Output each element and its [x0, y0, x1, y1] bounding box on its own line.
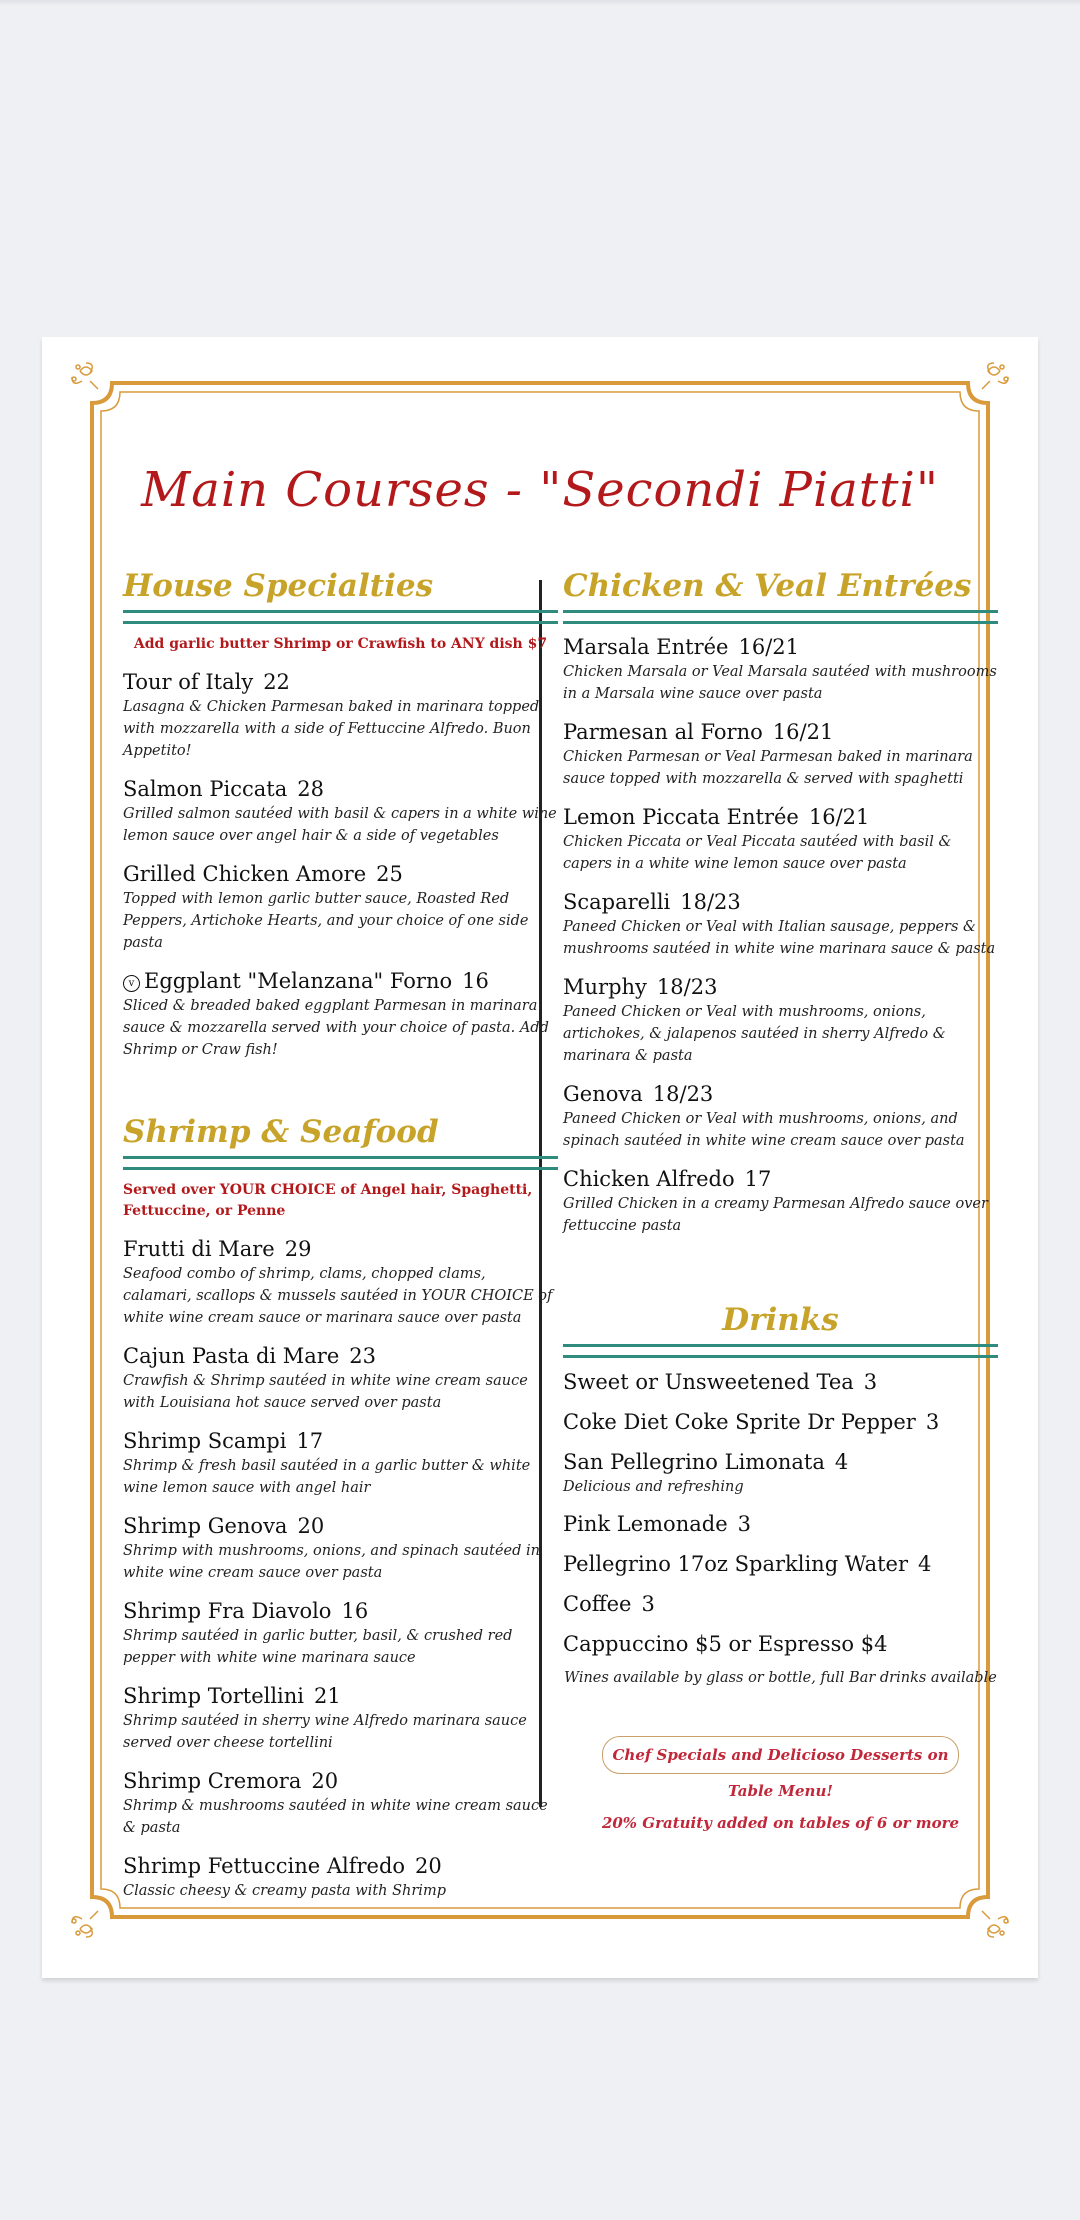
item-price: 18/23	[680, 890, 741, 914]
item-price: 28	[297, 777, 324, 801]
item-price: 3	[641, 1592, 655, 1616]
section-note: Served over YOUR CHOICE of Angel hair, Spaghetti, Fettuccine, or Penne	[123, 1182, 533, 1219]
section-heading: House Specialties	[123, 568, 434, 604]
flourish-corner-icon	[982, 363, 1008, 389]
item-description: Topped with lemon garlic butter sauce, Roasted Red Peppers, Artichoke Hearts, and your choice of one side pasta	[123, 891, 529, 951]
section-heading: Shrimp & Seafood	[123, 1114, 439, 1150]
item-description: Classic cheesy & creamy pasta with Shrimp	[123, 1883, 446, 1899]
item-name: Tour of Italy	[123, 670, 254, 694]
menu-item	[563, 974, 998, 1067]
menu-item	[563, 889, 998, 960]
page-title: Main Courses - "Secondi Piatti"	[141, 462, 939, 518]
menu-item	[563, 719, 998, 790]
drink-item	[563, 1550, 998, 1578]
item-description: Seafood combo of shrimp, clams, chopped clams, calamari, scallops & mussels sautéed in YOUR CHOICE of white wine cream sauce or marinara sauce over pasta	[123, 1266, 553, 1326]
menu-item	[123, 1768, 558, 1839]
item-price: 16	[341, 1599, 369, 1623]
item-price: 20	[297, 1514, 325, 1538]
drinks-section	[563, 1299, 998, 1686]
item-description: Chicken Marsala or Veal Marsala sautéed with mushrooms in a Marsala wine sauce over pasta	[563, 664, 997, 702]
menu-item	[123, 968, 558, 1061]
item-description: Paneed Chicken or Veal with Italian sausage, peppers & mushrooms sautéed in white wine marinara sauce & pasta	[563, 919, 996, 957]
item-price: 22	[263, 670, 290, 694]
item-price: 16/21	[808, 805, 870, 829]
item-name: San Pellegrino Limonata	[563, 1450, 825, 1474]
chicken-veal-section	[563, 565, 998, 1237]
item-description: Crawfish & Shrimp sautéed in white wine cream sauce with Louisiana hot sauce served over pasta	[123, 1373, 528, 1411]
item-name: Genova	[563, 1082, 643, 1106]
flourish-corner-icon	[982, 1911, 1008, 1937]
drink-item	[563, 1630, 998, 1658]
house-specialties-section	[123, 565, 558, 1061]
flourish-corner-icon	[72, 363, 98, 389]
menu-item	[563, 634, 998, 705]
flourish-corner-icon	[72, 1911, 98, 1937]
item-description: Chicken Parmesan or Veal Parmesan baked in marinara sauce topped with mozzarella & served with spaghetti	[563, 749, 973, 787]
menu-item	[123, 1683, 558, 1754]
item-price: 17	[296, 1429, 324, 1453]
menu-item	[123, 1853, 558, 1902]
item-price: 3	[863, 1370, 878, 1394]
menu-item	[563, 1081, 998, 1152]
section-rule	[123, 1156, 558, 1170]
menu-item	[123, 1236, 558, 1329]
item-price: 16/21	[738, 635, 799, 659]
item-name: Pellegrino 17oz Sparkling Water	[563, 1552, 908, 1576]
menu-item	[563, 804, 998, 875]
item-price: 3	[737, 1512, 751, 1536]
item-description: Sliced & breaded baked eggplant Parmesan in marinara sauce & mozzarella served with your choice of pasta. Add Shrimp or Craw fish!	[123, 998, 549, 1058]
drink-item	[563, 1510, 998, 1538]
item-price: 20	[311, 1769, 339, 1793]
menu-item	[123, 1428, 558, 1499]
drink-item	[563, 1590, 998, 1618]
section-heading: Drinks	[722, 1302, 839, 1338]
drink-item	[563, 1448, 998, 1498]
item-price: 16/21	[772, 720, 834, 744]
item-name: Shrimp Tortellini	[123, 1684, 305, 1708]
section-note: Add garlic butter Shrimp or Crawfish to ANY dish $7	[133, 636, 548, 652]
item-name: Eggplant "Melanzana" Forno	[144, 969, 453, 993]
right-column	[563, 565, 998, 1832]
item-name: Grilled Chicken Amore	[123, 862, 367, 886]
item-description: Shrimp sautéed in sherry wine Alfredo marinara sauce served over cheese tortellini	[123, 1713, 527, 1751]
section-rule	[563, 1344, 998, 1358]
item-name: Shrimp Fettuccine Alfredo	[123, 1854, 406, 1878]
menu-item	[563, 1166, 998, 1237]
item-name: Cappuccino $5 or Espresso $4	[563, 1632, 888, 1656]
item-name: Scaparelli	[563, 890, 671, 914]
section-rule	[563, 610, 998, 624]
item-name: Parmesan al Forno	[563, 720, 763, 744]
item-name: Chicken Alfredo	[563, 1167, 735, 1191]
shrimp-seafood-section	[123, 1111, 558, 1902]
item-price: 4	[834, 1450, 849, 1474]
menu-item	[123, 1343, 558, 1414]
item-price: 29	[284, 1237, 312, 1261]
item-description: Shrimp sautéed in garlic butter, basil, & crushed red pepper with white wine marinara sauce	[123, 1628, 513, 1666]
item-name: Frutti di Mare	[123, 1237, 275, 1261]
item-name: Shrimp Genova	[123, 1514, 288, 1538]
item-price: 17	[744, 1167, 772, 1191]
item-price: 18/23	[656, 975, 718, 999]
item-name: Shrimp Cremora	[123, 1769, 302, 1793]
item-price: 18/23	[652, 1082, 714, 1106]
item-description: Paneed Chicken or Veal with mushrooms, onions, and spinach sautéed in white wine cream sauce over pasta	[563, 1111, 965, 1149]
item-name: Salmon Piccata	[123, 777, 288, 801]
item-description: Delicious and refreshing	[563, 1479, 744, 1495]
drink-item	[563, 1408, 998, 1436]
section-rule	[123, 610, 558, 624]
item-description: Shrimp with mushrooms, onions, and spinach sautéed in white wine cream sauce over pasta	[123, 1543, 540, 1581]
item-name: Coke Diet Coke Sprite Dr Pepper	[563, 1410, 916, 1434]
item-price: 16	[462, 969, 489, 993]
chef-specials-button[interactable]: Chef Specials and Delicioso Desserts on Table Menu!	[602, 1736, 959, 1774]
item-description: Paneed Chicken or Veal with mushrooms, onions, artichokes, & jalapenos sautéed in sherry Alfredo & marinara & pasta	[563, 1004, 946, 1064]
menu-item	[123, 1513, 558, 1584]
menu-item	[123, 776, 558, 847]
item-price: 23	[349, 1344, 376, 1368]
item-price: 4	[918, 1552, 932, 1576]
menu-item	[123, 669, 558, 762]
gratuity-note: 20% Gratuity added on tables of 6 or more	[601, 1814, 960, 1832]
item-name: Shrimp Fra Diavolo	[123, 1599, 332, 1623]
item-name: Coffee	[563, 1592, 632, 1616]
item-name: Marsala Entrée	[563, 635, 729, 659]
item-description: Shrimp & mushrooms sautéed in white wine cream sauce & pasta	[123, 1798, 548, 1836]
item-description: Lasagna & Chicken Parmesan baked in marinara topped with mozzarella with a side of Fettuccine Alfredo. Buon Appetito!	[123, 699, 540, 759]
item-description: Grilled Chicken in a creamy Parmesan Alfredo sauce over fettuccine pasta	[563, 1196, 988, 1234]
item-price: 20	[415, 1854, 442, 1878]
menu-item	[123, 861, 558, 954]
item-description: Grilled salmon sautéed with basil & capers in a white wine lemon sauce over angel hair & a side of vegetables	[123, 806, 557, 844]
item-description: Chicken Piccata or Veal Piccata sautéed with basil & capers in a white wine lemon sauce over pasta	[563, 834, 952, 872]
section-heading: Chicken & Veal Entrées	[563, 568, 972, 604]
item-name: Murphy	[563, 975, 647, 999]
item-name: Sweet or Unsweetened Tea	[563, 1370, 854, 1394]
top-shadow	[0, 0, 1080, 6]
item-price: 3	[925, 1410, 940, 1434]
item-name: Shrimp Scampi	[123, 1429, 287, 1453]
item-name: Cajun Pasta di Mare	[123, 1344, 340, 1368]
menu-page	[42, 337, 1038, 1978]
item-name: Lemon Piccata Entrée	[563, 805, 799, 829]
drink-item	[563, 1368, 998, 1396]
item-name: Pink Lemonade	[563, 1512, 728, 1536]
item-description: Shrimp & fresh basil sautéed in a garlic butter & white wine lemon sauce with angel hair	[123, 1458, 531, 1496]
item-price: 25	[376, 862, 403, 886]
wine-note: Wines available by glass or bottle, full Bar drinks available	[564, 1670, 997, 1686]
item-price: 21	[314, 1684, 341, 1708]
left-column	[123, 565, 558, 1916]
vegetarian-v-icon: v	[123, 975, 140, 992]
menu-item	[123, 1598, 558, 1669]
